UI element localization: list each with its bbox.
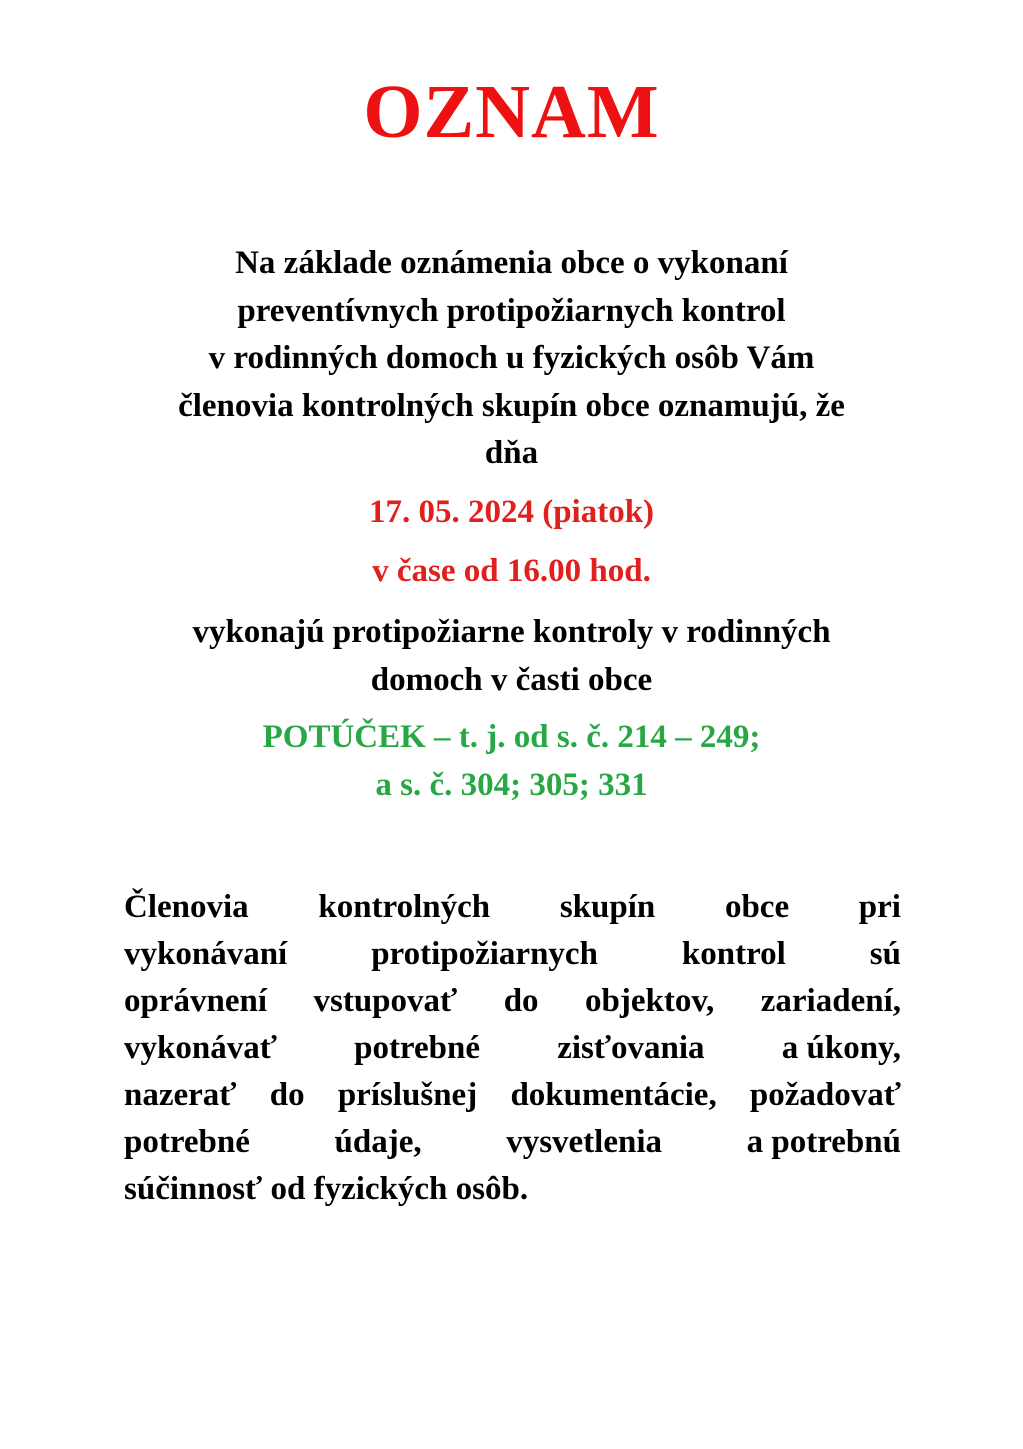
action-line: vykonajú protipožiarne kontroly v rodinných <box>192 614 831 650</box>
paragraph-word: vysvetlenia <box>506 1124 663 1160</box>
paragraph-word: Členovia <box>124 889 249 925</box>
intro-line: dňa <box>484 435 539 471</box>
paragraph-line <box>124 884 901 931</box>
paragraph-word: a potrebnú <box>746 1124 901 1160</box>
paragraph-word: vykonávať <box>124 1030 277 1066</box>
paragraph-word: zisťovania <box>557 1030 705 1066</box>
rights-paragraph <box>124 884 901 1213</box>
inspection-place <box>60 714 963 809</box>
paragraph-word: nazerať <box>124 1077 237 1113</box>
intro-text <box>60 240 963 478</box>
action-line: domoch v časti obce <box>370 661 653 698</box>
paragraph-word: potrebné <box>124 1124 250 1160</box>
paragraph-word: pri <box>858 889 901 925</box>
inspection-time: v čase od 16.00 hod. <box>372 553 651 589</box>
action-text <box>60 609 963 704</box>
paragraph-word: zariadení, <box>760 983 901 1019</box>
paragraph-line: súčinnosť od fyzických osôb. <box>124 1171 529 1207</box>
paragraph-line <box>124 931 901 978</box>
paragraph-word: kontrolných <box>318 889 491 925</box>
paragraph-word: oprávnení <box>124 983 268 1019</box>
place-line: POTÚČEK – t. j. od s. č. 214 – 249; <box>262 719 761 755</box>
paragraph-word: požadovať <box>749 1077 901 1113</box>
paragraph-word: objektov, <box>585 983 715 1019</box>
paragraph-word: do <box>503 983 539 1019</box>
intro-line: Na základe oznámenia obce o vykonaní <box>235 245 788 281</box>
paragraph-word: protipožiarnych <box>371 936 598 972</box>
paragraph-line <box>124 1119 901 1166</box>
paragraph-line <box>124 1025 901 1072</box>
page-title: OZNAM <box>363 70 660 154</box>
paragraph-word: skupín <box>559 889 656 925</box>
paragraph-line <box>124 1072 901 1119</box>
paragraph-word: dokumentácie, <box>510 1077 717 1113</box>
intro-line: preventívnych protipožiarnych kontrol <box>237 292 786 329</box>
paragraph-word: obce <box>724 889 790 925</box>
paragraph-word: kontrol <box>681 936 786 972</box>
inspection-date: 17. 05. 2024 (piatok) <box>368 494 655 530</box>
paragraph-word: vykonávaní <box>124 936 288 972</box>
paragraph-word: do <box>269 1077 305 1113</box>
intro-line: v rodinných domoch u fyzických osôb Vám <box>208 340 815 376</box>
paragraph-word: sú <box>869 936 901 972</box>
paragraph-word: príslušnej <box>337 1077 478 1113</box>
paragraph-word: potrebné <box>354 1030 480 1066</box>
place-line: a s. č. 304; 305; 331 <box>375 766 648 803</box>
paragraph-word: údaje, <box>334 1124 422 1160</box>
intro-line: členovia kontrolných skupín obce oznamujú, že <box>178 387 845 424</box>
paragraph-line <box>124 978 901 1025</box>
paragraph-word: a úkony, <box>781 1030 901 1066</box>
paragraph-word: vstupovať <box>313 983 458 1019</box>
